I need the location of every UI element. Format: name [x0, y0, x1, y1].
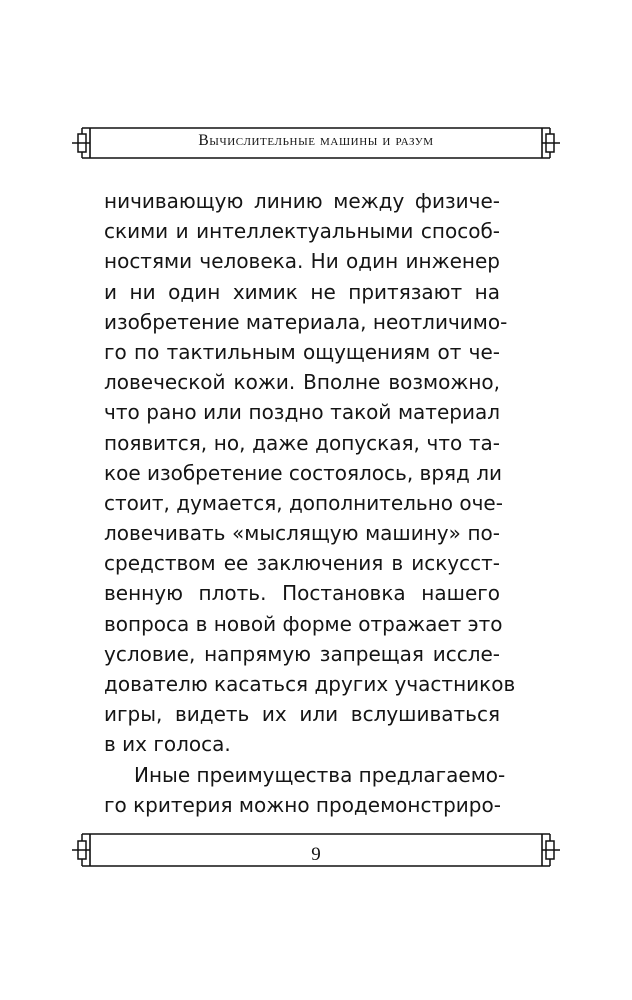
- right-fret-icon: [542, 128, 560, 158]
- text-line: условие, напрямую запрещая иссле-: [104, 641, 500, 666]
- text-line: кое изобретение состоялось, вряд ли: [104, 460, 503, 485]
- text-line: стоит, думается, дополнительно оче-: [104, 490, 503, 515]
- text-line: в их голоса.: [104, 732, 231, 757]
- text-line: венную плоть. Постановка нашего: [104, 581, 500, 606]
- right-fret-icon: [542, 834, 560, 866]
- text-line: го по тактильным ощущениям от че-: [104, 339, 500, 364]
- body-text: [104, 186, 516, 820]
- left-fret-icon: [72, 128, 90, 158]
- text-line: дователю касаться других участников: [104, 672, 516, 696]
- text-line: вопроса в новой форме отражает это: [104, 611, 503, 636]
- left-fret-icon: [72, 834, 90, 866]
- text-line: Иные преимущества предлагаемо-: [134, 762, 506, 787]
- text-line: ловеческой кожи. Вполне возможно,: [104, 370, 500, 395]
- text-line: скими и интеллектуальными способ-: [104, 219, 500, 244]
- text-line: ностями человека. Ни один инженер: [104, 249, 500, 274]
- page-number: 9: [311, 844, 321, 865]
- text-line: что рано или поздно такой материал: [104, 400, 500, 425]
- text-line: ничивающую линию между физиче-: [104, 189, 500, 213]
- text-line: игры, видеть их или вслушиваться: [104, 702, 500, 727]
- text-line: средством ее заключения в искусст-: [104, 551, 500, 576]
- text-line: появится, но, даже допуская, что та-: [104, 430, 500, 455]
- text-line: ловечивать «мыслящую машину» по-: [104, 521, 500, 546]
- page-footer: [0, 822, 632, 878]
- running-title: Вычислительные машины и разум: [198, 132, 434, 149]
- text-line: го критерия можно продемонстриро-: [104, 792, 501, 817]
- text-line: и ни один химик не притязают на: [104, 279, 500, 304]
- text-line: изобретение материала, неотличимо-: [104, 309, 508, 334]
- running-header: [0, 118, 632, 168]
